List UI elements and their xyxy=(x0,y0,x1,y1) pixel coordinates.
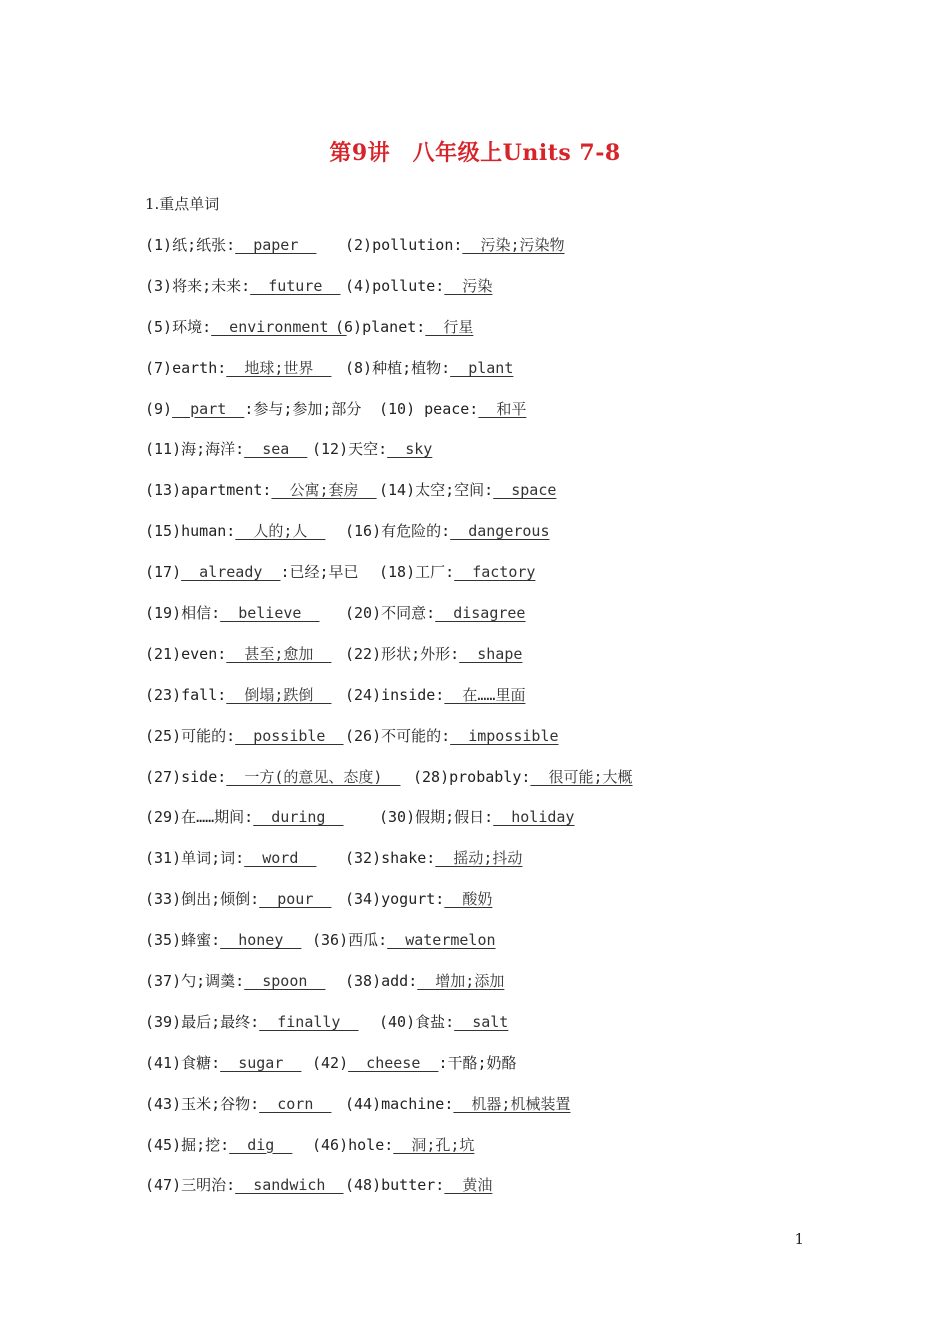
vocab-answer: space xyxy=(493,481,557,500)
vocab-item xyxy=(345,520,550,542)
vocab-prompt: (40)食盐: xyxy=(379,1012,455,1031)
vocab-answer: 甚至;愈加 xyxy=(226,644,332,663)
vocab-answer: 一方(的意见、态度) xyxy=(226,767,401,786)
vocab-item xyxy=(413,766,633,788)
vocab-row xyxy=(145,561,845,602)
vocab-item xyxy=(345,1093,570,1115)
vocab-item xyxy=(312,1052,517,1074)
vocab-item xyxy=(345,847,522,869)
vocab-prompt: (20)不同意: xyxy=(345,604,436,623)
vocab-item xyxy=(145,234,316,256)
vocab-prompt: (47)三明治: xyxy=(145,1176,236,1195)
vocab-row xyxy=(145,929,845,970)
vocab-answer: sky xyxy=(387,440,433,459)
vocab-prompt: (33)倒出;倾倒: xyxy=(145,890,260,909)
vocab-prompt: (13)apartment: xyxy=(145,481,272,500)
vocab-row xyxy=(145,520,845,561)
vocab-answer: factory xyxy=(454,563,536,582)
vocab-prompt: (39)最后;最终: xyxy=(145,1012,260,1031)
vocab-item xyxy=(145,1093,331,1115)
vocab-answer: impossible xyxy=(450,726,559,745)
vocab-answer: 黄油 xyxy=(444,1176,493,1195)
vocab-prompt: (44)machine: xyxy=(345,1094,454,1113)
vocab-prompt: (32)shake: xyxy=(345,849,436,868)
vocab-row xyxy=(145,234,845,275)
vocab-meaning: :已经;早已 xyxy=(280,563,359,582)
vocab-answer: honey xyxy=(220,931,302,950)
vocab-answer: future xyxy=(250,276,341,295)
vocab-prompt: (14)太空;空间: xyxy=(379,481,494,500)
vocab-prompt: (10) peace: xyxy=(379,399,479,418)
vocab-answer: sandwich xyxy=(235,1176,344,1195)
vocab-answer: 在……里面 xyxy=(444,685,526,704)
vocab-item xyxy=(345,357,513,379)
vocab-item xyxy=(145,1134,292,1156)
vocab-answer: dig xyxy=(229,1135,293,1154)
vocab-prompt: (5)环境: xyxy=(145,317,212,336)
vocab-answer: plant xyxy=(450,358,514,377)
vocab-row xyxy=(145,1134,845,1175)
section-heading: 1.重点单词 xyxy=(145,195,220,213)
vocab-item xyxy=(379,561,535,583)
vocab-item xyxy=(379,806,574,828)
vocab-prompt: (41)食糖: xyxy=(145,1053,221,1072)
vocab-prompt: (9) xyxy=(145,399,173,418)
vocab-item xyxy=(145,398,361,420)
vocab-answer: already xyxy=(181,563,281,582)
vocab-item xyxy=(145,1011,359,1033)
vocab-prompt: (31)单词;词: xyxy=(145,849,245,868)
vocab-prompt: (46)hole: xyxy=(312,1135,394,1154)
vocab-row xyxy=(145,1174,845,1215)
vocab-answer: 机器;机械装置 xyxy=(453,1094,571,1113)
vocab-answer: corn xyxy=(259,1094,332,1113)
vocab-item xyxy=(145,643,331,665)
vocab-item xyxy=(145,520,325,542)
vocab-item xyxy=(345,275,492,297)
vocab-prompt: (6)planet: xyxy=(335,317,426,336)
vocab-prompt: (19)相信: xyxy=(145,604,221,623)
vocab-prompt: (23)fall: xyxy=(145,685,227,704)
vocab-answer: salt xyxy=(454,1012,509,1031)
vocab-row xyxy=(145,357,845,398)
vocab-answer: word xyxy=(244,849,317,868)
vocab-row xyxy=(145,725,845,766)
vocab-item xyxy=(145,888,331,910)
vocab-prompt: (38)add: xyxy=(345,972,418,991)
vocab-item xyxy=(145,602,320,624)
vocab-prompt: (37)勺;调羹: xyxy=(145,972,245,991)
vocab-prompt: (24)inside: xyxy=(345,685,445,704)
vocab-item xyxy=(145,684,331,706)
vocab-prompt: (43)玉米;谷物: xyxy=(145,1094,260,1113)
vocab-prompt: (15)human: xyxy=(145,522,236,541)
vocab-answer: believe xyxy=(220,604,320,623)
vocab-prompt: (48)butter: xyxy=(345,1176,445,1195)
vocab-item xyxy=(145,479,377,501)
page-title: 第9讲 八年级上Units 7-8 xyxy=(329,140,621,166)
vocab-prompt: (3)将来;未来: xyxy=(145,276,251,295)
vocab-answer: holiday xyxy=(493,808,575,827)
vocab-item xyxy=(345,1174,492,1196)
vocab-row xyxy=(145,398,845,439)
vocab-item xyxy=(312,438,432,460)
vocab-prompt: (4)pollute: xyxy=(345,276,445,295)
vocab-row xyxy=(145,684,845,725)
vocab-prompt: (18)工厂: xyxy=(379,563,455,582)
vocab-item xyxy=(145,1174,344,1196)
vocab-answer: 人的;人 xyxy=(235,522,326,541)
vocab-row xyxy=(145,766,845,807)
vocab-row xyxy=(145,1011,845,1052)
vocab-list xyxy=(145,234,845,1215)
vocab-prompt: (1)纸;纸张: xyxy=(145,236,236,254)
vocab-prompt: (36)西瓜: xyxy=(312,931,388,950)
vocab-row xyxy=(145,275,845,316)
vocab-item xyxy=(145,1052,301,1074)
vocab-answer: during xyxy=(253,808,344,827)
vocab-item xyxy=(345,602,525,624)
vocab-row xyxy=(145,643,845,684)
vocab-answer: part xyxy=(172,399,245,418)
vocab-item xyxy=(345,725,559,747)
vocab-answer: sea xyxy=(244,440,308,459)
vocab-answer: 地球;世界 xyxy=(226,358,332,377)
vocab-answer: cheese xyxy=(348,1053,439,1072)
vocab-item xyxy=(345,684,525,706)
vocab-item xyxy=(145,847,316,869)
vocab-answer: 增加;添加 xyxy=(417,972,505,991)
vocab-prompt: (16)有危险的: xyxy=(345,522,451,541)
vocab-prompt: (45)掘;挖: xyxy=(145,1135,230,1154)
vocab-prompt: (11)海;海洋: xyxy=(145,440,245,459)
vocab-prompt: (35)蜂蜜: xyxy=(145,931,221,950)
vocab-answer: 很可能;大概 xyxy=(530,767,633,786)
vocab-item xyxy=(345,888,492,910)
vocab-answer: environment xyxy=(211,317,347,336)
vocab-answer: 倒塌;跌倒 xyxy=(226,685,332,704)
vocab-answer: 酸奶 xyxy=(444,890,493,909)
vocab-item xyxy=(312,929,496,951)
vocab-prompt: (25)可能的: xyxy=(145,726,236,745)
vocab-item xyxy=(335,316,473,338)
vocab-meaning: :干酪;奶酪 xyxy=(438,1053,517,1072)
vocab-item xyxy=(312,1134,474,1156)
vocab-answer: 摇动;抖动 xyxy=(435,849,523,868)
vocab-prompt: (26)不可能的: xyxy=(345,726,451,745)
vocab-answer: watermelon xyxy=(387,931,496,950)
vocab-item xyxy=(145,970,325,992)
vocab-item xyxy=(145,561,359,583)
vocab-answer: pour xyxy=(259,890,332,909)
vocab-item xyxy=(345,970,504,992)
vocab-item xyxy=(145,316,347,338)
vocab-row xyxy=(145,888,845,929)
vocab-answer: 行星 xyxy=(425,317,474,336)
vocab-item xyxy=(145,438,307,460)
vocab-answer: 洞;孔;坑 xyxy=(393,1135,475,1154)
vocab-answer: 和平 xyxy=(478,399,527,418)
vocab-row xyxy=(145,479,845,520)
vocab-row xyxy=(145,438,845,479)
vocab-item xyxy=(145,929,301,951)
vocab-meaning: :参与;参加;部分 xyxy=(244,399,362,418)
vocab-prompt: (17) xyxy=(145,563,182,582)
vocab-prompt: (29)在……期间: xyxy=(145,808,254,827)
vocab-item xyxy=(145,357,331,379)
vocab-row xyxy=(145,1052,845,1093)
vocab-prompt: (12)天空: xyxy=(312,440,388,459)
vocab-row xyxy=(145,316,845,357)
vocab-prompt: (2)pollution: xyxy=(345,236,463,254)
vocab-answer: shape xyxy=(459,644,523,663)
vocab-item xyxy=(345,643,522,665)
vocab-prompt: (7)earth: xyxy=(145,358,227,377)
vocab-item xyxy=(379,1011,508,1033)
vocab-prompt: (28)probably: xyxy=(413,767,531,786)
vocab-prompt: (30)假期;假日: xyxy=(379,808,494,827)
vocab-prompt: (22)形状;外形: xyxy=(345,644,460,663)
vocab-item xyxy=(145,766,400,788)
vocab-row xyxy=(145,847,845,888)
vocab-prompt: (42) xyxy=(312,1053,349,1072)
vocab-answer: sugar xyxy=(220,1053,302,1072)
vocab-answer: disagree xyxy=(435,604,526,623)
vocab-answer: spoon xyxy=(244,972,326,991)
vocab-row xyxy=(145,970,845,1011)
vocab-answer: finally xyxy=(259,1012,359,1031)
vocab-row xyxy=(145,806,845,847)
vocab-prompt: (27)side: xyxy=(145,767,227,786)
vocab-item xyxy=(345,234,565,256)
vocab-prompt: (34)yogurt: xyxy=(345,890,445,909)
vocab-answer: dangerous xyxy=(450,522,550,541)
vocab-answer: 污染;污染物 xyxy=(462,236,565,254)
vocab-item xyxy=(379,398,526,420)
vocab-item xyxy=(145,806,344,828)
vocab-prompt: (8)种植;植物: xyxy=(345,358,451,377)
vocab-prompt: (21)even: xyxy=(145,644,227,663)
vocab-row xyxy=(145,1093,845,1134)
vocab-answer: paper xyxy=(235,236,317,254)
page-number: 1 xyxy=(794,1230,804,1248)
vocab-item xyxy=(145,275,340,297)
vocab-item xyxy=(145,725,344,747)
vocab-row xyxy=(145,602,845,643)
vocab-item xyxy=(379,479,556,501)
vocab-answer: 公寓;套房 xyxy=(271,481,377,500)
vocab-answer: 污染 xyxy=(444,276,493,295)
vocab-answer: possible xyxy=(235,726,344,745)
